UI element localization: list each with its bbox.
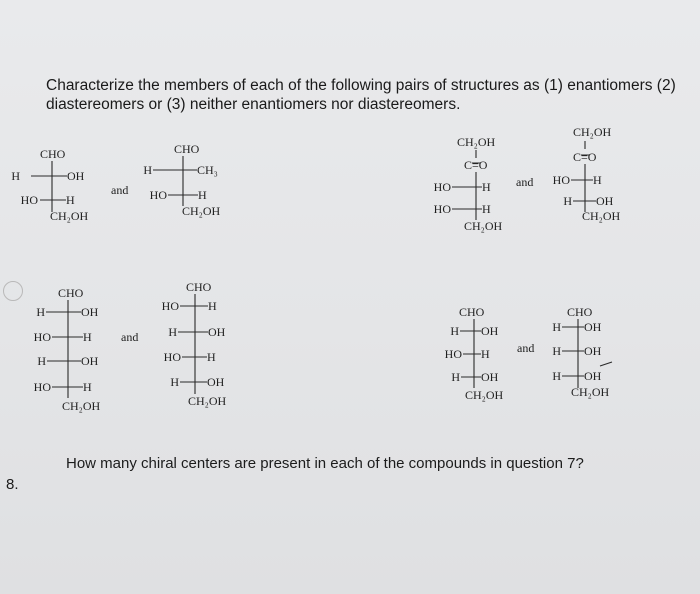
left-sub-2: H [168,325,177,339]
left-sub-3: H [37,354,46,368]
structure-4b [552,305,612,399]
right-sub-1: OH [584,320,602,334]
structure-2b [553,125,621,223]
right-sub-2: H [66,193,75,207]
right-sub-1: OH [81,305,99,319]
left-sub-3: H [451,370,460,384]
group-bottom: CH₂OH [182,204,221,218]
carbonyl: C=O [573,150,597,164]
structure-1a [11,147,88,223]
left-sub-3: H [552,369,561,383]
group-bottom: CH₂OH [464,219,503,233]
right-sub-2: H [482,202,491,216]
group-bottom: CH₂OH [465,388,504,402]
carbonyl: C=O [464,158,488,172]
structure-3a [34,286,101,413]
left-sub-1: HO [552,173,570,187]
left-sub-2: H [552,344,561,358]
right-sub-1: CH₃ [197,163,218,177]
left-sub-2: HO [433,202,451,216]
right-sub-1: H [208,299,217,313]
group-top: CHO [174,142,200,156]
right-sub-3: OH [81,354,99,368]
left-sub-1: HO [161,299,179,313]
group-bottom: CH₂OH [62,399,101,413]
pair-2-and: and [516,175,534,189]
left-sub-1: H [450,324,459,338]
structure-1b [143,142,220,218]
group-top: CHO [186,280,212,294]
left-sub-2: HO [149,188,167,202]
right-sub-1: OH [67,169,85,183]
structure-4a [445,305,504,402]
left-sub-2: HO [444,347,462,361]
right-sub-3: OH [481,370,499,384]
right-sub-3: H [207,350,216,364]
right-sub-1: H [482,180,491,194]
right-sub-2: OH [596,194,614,208]
left-sub-1: H [11,169,20,183]
pair-3-and: and [121,330,139,344]
pair-1-and: and [111,183,129,197]
left-sub-1: H [143,163,152,177]
pen-mark-icon [600,362,612,366]
left-sub-4: HO [33,380,51,394]
left-sub-1: HO [433,180,451,194]
question-8-text: How many chiral centers are present in each of the compounds in question 7? [66,455,584,472]
left-sub-2: H [563,194,572,208]
right-sub-2: H [481,347,490,361]
left-sub-3: HO [163,350,181,364]
group-bottom: CH₂OH [188,394,227,408]
left-sub-2: HO [33,330,51,344]
right-sub-4: OH [207,375,225,389]
structure-2a [434,135,503,233]
question-8-number: 8. [6,476,19,493]
group-top: CH₂OH [573,125,612,139]
group-top: CHO [567,305,593,319]
right-sub-2: OH [584,344,602,358]
right-sub-2: OH [208,325,226,339]
group-bottom: CH₂OH [50,209,89,223]
left-sub-2: HO [20,193,38,207]
right-sub-1: H [593,173,602,187]
right-sub-2: H [83,330,92,344]
group-bottom: CH₂OH [582,209,621,223]
left-sub-1: H [36,305,45,319]
group-top: CHO [40,147,66,161]
left-sub-4: H [170,375,179,389]
left-sub-1: H [552,320,561,334]
right-sub-2: H [198,188,207,202]
question-7-instructions: Characterize the members of each of the following pairs of structures as (1) enantiomers (2) diastereomers or (3) neither enantiomers nor diastereomers. [46,77,676,113]
pair-4-and: and [517,341,535,355]
right-sub-4: H [83,380,92,394]
group-bottom: CH₂OH [571,385,610,399]
group-top: CHO [58,286,84,300]
right-sub-3: OH [584,369,602,383]
group-top: CH₂OH [457,135,496,149]
structure-3b [162,280,227,408]
right-sub-1: OH [481,324,499,338]
group-top: CHO [459,305,485,319]
